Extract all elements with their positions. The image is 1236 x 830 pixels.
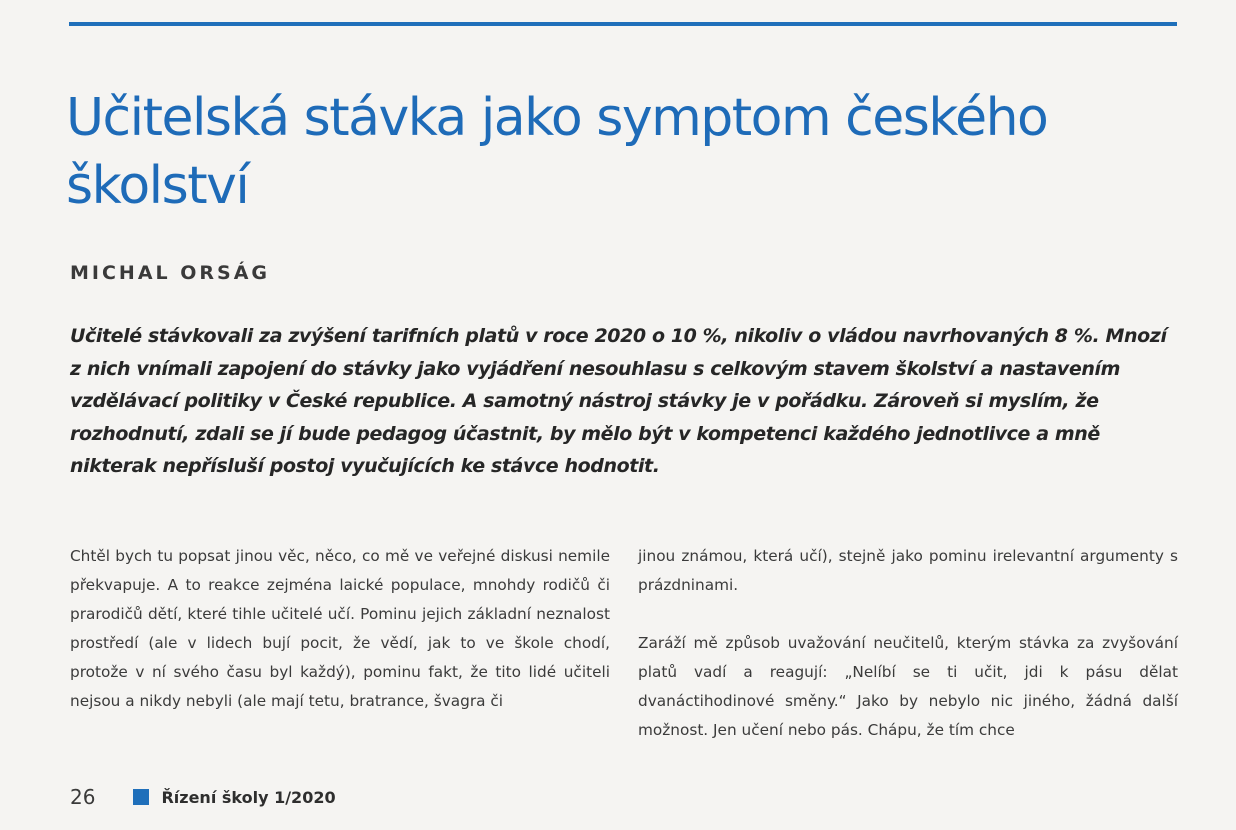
page-footer bbox=[70, 785, 336, 809]
article-author: MICHAL ORSÁG bbox=[70, 262, 271, 284]
body-column-left bbox=[70, 542, 610, 716]
body-paragraph: Chtěl bych tu popsat jinou věc, něco, co mě ve veřejné diskusi nemile překvapuje. A to reakce zejména laické populace, mnohdy rodičů či prarodičů dětí, které tihle učitelé učí. Pominu jejich základní neznalost prostředí (ale v lidech bují pocit, že vědí, jak to ve škole chodí, protože v ní svého času byl každý), pominu fakt, že tito lidé učiteli nejsou a nikdy nebyli (ale mají tetu, bratrance, švagra či bbox=[70, 547, 610, 710]
top-rule bbox=[69, 22, 1177, 26]
blue-square-icon bbox=[133, 789, 149, 805]
magazine-name: Řízení školy 1/2020 bbox=[161, 787, 336, 807]
article-lead: Učitelé stávkovali za zvýšení tarifních platů v roce 2020 o 10 %, nikoliv o vládou navrhovaných 8 %. Mnozí z nich vnímali zapojení do stávky jako vyjádření nesouhlasu s celkovým stavem školství a nastavením vzdělávací politiky v České republice. A samotný nástroj stávky je v pořádku. Zároveň si myslím, že rozhodnutí, zdali se jí bude pedagog účastnit, by mělo být v kompetenci každého jednotlivce a mně nikterak nepřísluší postoj vyučujících ke stávce hodnotit. bbox=[70, 325, 1167, 477]
body-column-right bbox=[638, 542, 1178, 745]
body-paragraph: jinou známou, která učí), stejně jako pominu irelevantní argumenty s prázdninami. bbox=[638, 547, 1178, 594]
page-number: 26 bbox=[70, 785, 96, 809]
article-title: Učitelská stávka jako symptom českého školství bbox=[66, 88, 1048, 216]
body-paragraph: Zaráží mě způsob uvažování neučitelů, kterým stávka za zvyšování platů vadí a reagují: „Nelíbí se ti učit, jdi k pásu dělat dvanáctihodinové směny.“ Jako by nebylo nic jiného, žádná další možnost. Jen učení nebo pás. Chápu, že tím chce bbox=[638, 634, 1178, 739]
